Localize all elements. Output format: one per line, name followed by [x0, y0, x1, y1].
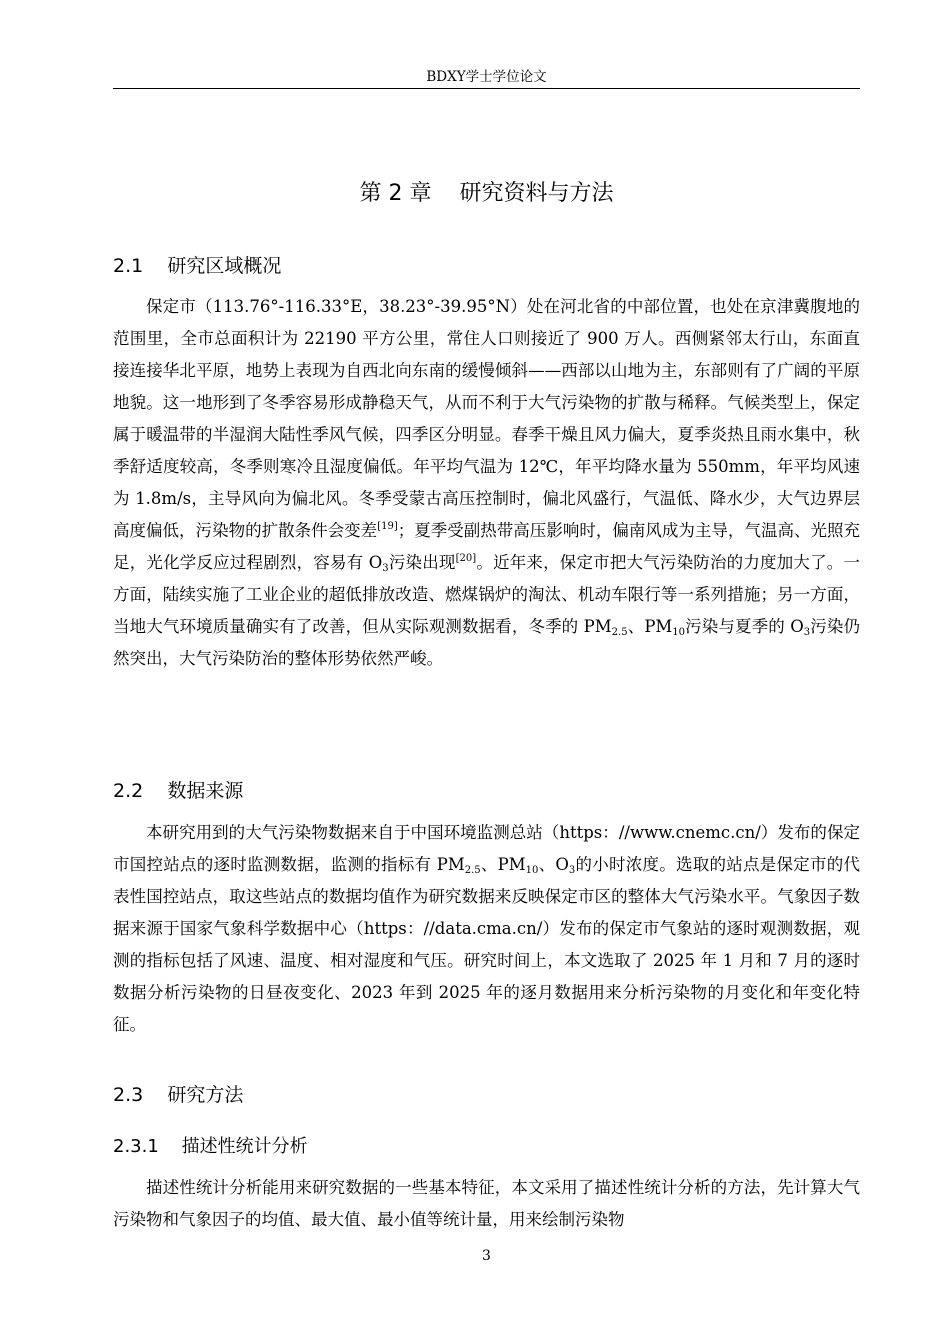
header-rule: [113, 88, 860, 89]
section-heading-2-3: 2.3 研究方法: [113, 1084, 244, 1106]
paragraph-study-area: [113, 291, 860, 675]
subsection-heading-2-3-1: 2.3.1 描述性统计分析: [113, 1136, 308, 1157]
page-number: 3: [482, 1248, 491, 1264]
subscript: 3: [803, 627, 811, 638]
text-run: 污染出现: [388, 553, 456, 572]
text-run: 污染仍然突出，大气污染防治的整体形势依然严峻。: [113, 617, 860, 668]
text-run: 保定市（113.76°-116.33°E，38.23°-39.95°N）处在河北省的中部位置，也处在京津冀腹地的范围里，全市总面积计为 22190 平方公里，常住人口则接近了 900 万人。西侧紧邻太行山，东面直接连接华北平原，地势上表现为自西北向东南的缓慢倾斜——西部以山地为主，东部则有了广阔的平原地貌。这一地形到了冬季容易形成静稳天气，从而不利于大气污染物的扩散与稀释。气候类型上，保定属于暖温带的半湿润大陆性季风气候，四季区分明显。春季干燥且风力偏大，夏季炎热且雨水集中，秋季舒适度较高，冬季则寒冷且湿度偏低。年平均气温为 12℃，年平均降水量为 550mm，年平均风速为 1.8m/s，主导风向为偏北风。冬季受蒙古高压控制时，偏北风盛行，气温低、降水少，大气边界层高度偏低，污染物的扩散条件会变差: [113, 297, 860, 540]
subscript: 10: [525, 865, 539, 876]
text-run: 。近年来，保定市把大气污染防治的力度加大了。一方面，陆续实施了工业企业的超低排放改造、燃煤锅炉的淘汰、机动车限行等一系列措施；另一方面，当地大气环境质量确实有了改善，但从实际观测数据看，冬季的 PM: [113, 553, 861, 636]
text-run: 、O: [538, 855, 569, 874]
subscript: 3: [382, 563, 389, 574]
subscript: 2.5: [611, 627, 628, 638]
subscript: 2.5: [464, 865, 481, 876]
paragraph-descriptive-statistics: 描述性统计分析能用来研究数据的一些基本特征，本文采用了描述性统计分析的方法，先计算大气污染物和气象因子的均值、最大值、最小值等统计量，用来绘制污染物: [113, 1178, 860, 1229]
text-run: 本研究用到的大气污染物数据来自于中国环境监测总站（https：//www.cnemc.cn/）发布的保定市国控站点的逐时监测数据，监测的指标有 PM: [113, 823, 860, 874]
text-run: 、PM: [480, 855, 526, 874]
citation-19: [19]: [377, 521, 398, 532]
chapter-title: 第 2 章 研究资料与方法: [359, 181, 614, 206]
text-run: 的小时浓度。选取的站点是保定市的代表性国控站点，取这些站点的数据均值作为研究数据来反映保定市区的整体大气污染水平。气象因子数据来源于国家气象科学数据中心（https：//data.cma.cn/）发布的保定市气象站的逐时观测数据，观测的指标包括了风速、温度、相对湿度和气压。研究时间上，本文选取了 2025 年 1 月和 7 月的逐时数据分析污染物的日昼夜变化、2023 年到 2025 年的逐月数据用来分析污染物的月变化和年变化特征。: [113, 855, 861, 1034]
subscript: 3: [568, 865, 576, 876]
running-header: BDXY学士学位论文: [426, 69, 547, 85]
text-run: 污染与夏季的 O: [685, 617, 804, 636]
citation-20: [20]: [455, 553, 477, 564]
subscript: 10: [672, 627, 686, 638]
text-run: 、PM: [627, 617, 673, 636]
paragraph-data-sources: [113, 817, 860, 1041]
section-heading-2-1: 2.1 研究区域概况: [113, 255, 282, 277]
section-heading-2-2: 2.2 数据来源: [113, 780, 244, 802]
text-run: ；夏季受副热带高压影响时，偏南风成为主导，气温高、光照充足，光化学反应过程剧烈，容易有 O: [113, 521, 861, 572]
